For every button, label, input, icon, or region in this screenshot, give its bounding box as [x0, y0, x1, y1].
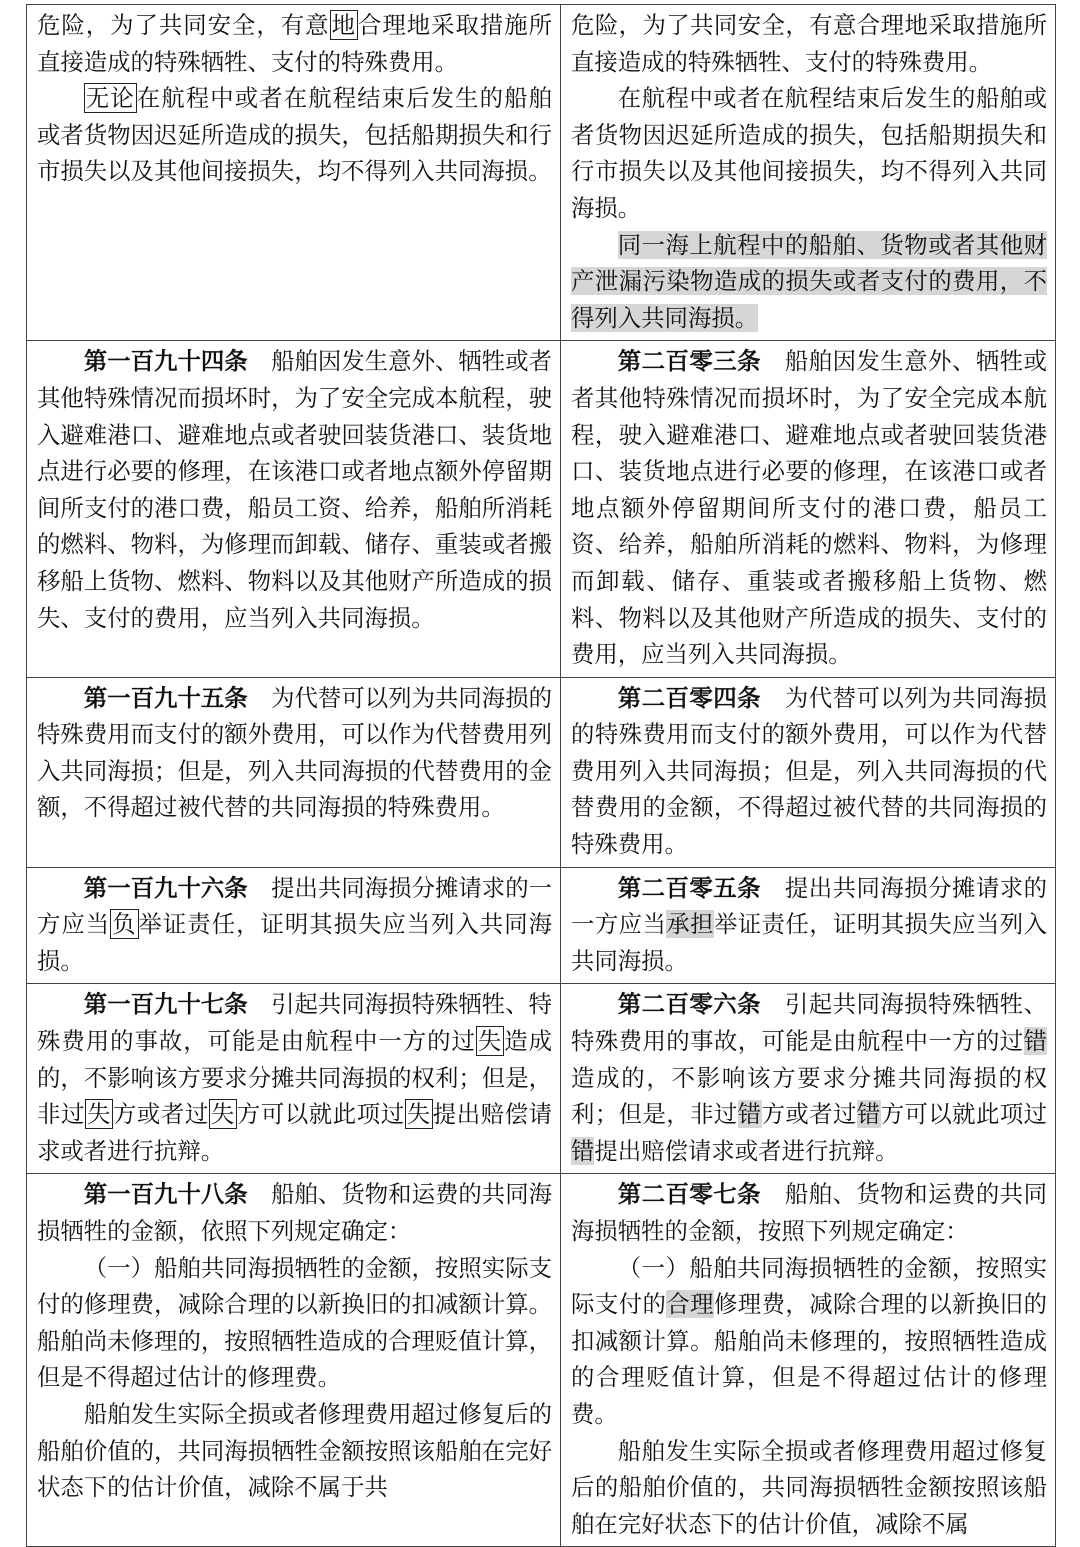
- paragraph: [571, 1250, 1047, 1433]
- text-run: 船舶因发生意外、牺牲或者其他特殊情况而损坏时，为了安全完成本航程，驶入避难港口、避难地点或者驶回装货港口、装货地点进行必要的修理，在该港口或者地点额外停留期间所支付的港口费，船员工资、给养，船舶所消耗的燃料、物料，为修理而卸载、储存、重装或者搬移船上货物、燃料、物料以及其他财产所造成的损失、支付的费用，应当列入共同海损。: [37, 347, 553, 632]
- article-number: 第二百零六条: [617, 990, 762, 1019]
- text-run: 在航程中或者在航程结束后发生的船舶或者货物因迟延所造成的损失，包括船期损失和行市损失以及其他间接损失，均不得列入共同海损。: [571, 84, 1047, 222]
- text-run: 危险，为了共同安全，有意: [37, 11, 330, 39]
- paragraph: [571, 1433, 1047, 1543]
- text-run: 船舶因发生意外、牺牲或者其他特殊情况而损坏时，为了安全完成本航程，驶入避难港口、避难地点或者驶回装货港口、装货地点进行必要的修理，在该港口或者地点额外停留期间所支付的港口费，船员工资、给养，船舶所消耗的燃料、物料，为修理而卸载、储存、重装或者搬移船上货物、燃料、物料以及其他财产所造成的损失、支付的费用，应当列入共同海损。: [571, 347, 1048, 669]
- paragraph: [571, 343, 1047, 672]
- table-row: [27, 5, 1056, 341]
- paragraph: [37, 1176, 552, 1249]
- text-run: 方可以就此项过: [880, 1100, 1048, 1129]
- paragraph: [571, 7, 1047, 80]
- boxed-removed-text: 失: [210, 1100, 235, 1129]
- table-row: [27, 867, 1056, 984]
- paragraph: [37, 1250, 552, 1396]
- text-run: 举证责任，证明其损失应当列入共同海损。: [37, 910, 553, 975]
- paragraph: [37, 343, 552, 636]
- text-run: 引起共同海损特殊牺牲、特殊费用的事故，可能是由航程中一方的过: [571, 990, 1048, 1056]
- paragraph: [37, 1396, 552, 1506]
- article-number: 第一百九十六条: [83, 873, 248, 902]
- old-law-cell: [27, 984, 561, 1174]
- paragraph: [571, 80, 1047, 226]
- text-run: 举证责任，证明其损失应当列入共同海损。: [571, 910, 1048, 975]
- text-run: 造成的，不影响该方要求分摊共同海损的权利；但是，非过: [571, 1063, 1047, 1129]
- text-run: 提出赔偿请求或者进行抗辩。: [594, 1136, 899, 1165]
- new-law-cell: [561, 1174, 1056, 1547]
- text-run: 在航程中或者在航程结束后发生的船舶或者货物因迟延所造成的损失，包括船期损失和行市损失以及其他间接损失，均不得列入共同海损。: [37, 84, 553, 186]
- text-run: 提出共同海损分摊请求的一方应当: [571, 873, 1048, 939]
- old-law-cell: [27, 867, 561, 984]
- boxed-removed-text: 失: [477, 1027, 503, 1056]
- text-run: 提出共同海损分摊请求的一方应当: [37, 873, 553, 939]
- text-run: 方或者过: [112, 1100, 209, 1129]
- table-row: [27, 1174, 1056, 1547]
- boxed-removed-text: 无论: [85, 84, 135, 113]
- text-run: 船舶发生实际全损或者修理费用超过修复后的船舶价值的，共同海损牺牲金额按照该船舶在完好状态下的估计价值，减除不属: [571, 1436, 1047, 1538]
- article-number: 第一百九十七条: [83, 990, 248, 1019]
- paragraph: [571, 680, 1047, 863]
- text-run: 船舶发生实际全损或者修理费用超过修复后的船舶价值的，共同海损牺牲金额按照该船舶在完好状态下的估计价值，减除不属于共: [37, 1399, 552, 1502]
- text-run: 方或者过: [761, 1100, 857, 1129]
- article-number: 第二百零七条: [617, 1180, 762, 1209]
- text-run: 合理地采取措施所直接造成的特殊牺牲、支付的特殊费用。: [37, 11, 553, 76]
- new-law-cell: [561, 341, 1056, 677]
- highlighted-amended-text: 承担: [666, 910, 714, 939]
- text-run: 为代替可以列为共同海损的特殊费用而支付的额外费用，可以作为代替费用列入共同海损；但是，列入共同海损的代替费用的金额，不得超过被代替的共同海损的特殊费用。: [571, 683, 1048, 859]
- text-run: 提出赔偿请求或者进行抗辩。: [37, 1100, 553, 1165]
- old-law-cell: [27, 1174, 561, 1547]
- new-law-cell: [561, 984, 1056, 1174]
- paragraph: [37, 986, 552, 1169]
- paragraph: [571, 1176, 1047, 1249]
- paragraph: [37, 870, 552, 980]
- paragraph: [571, 227, 1047, 337]
- paragraph: [37, 7, 552, 80]
- article-number: 第二百零四条: [617, 683, 762, 712]
- highlighted-amended-text: 错: [856, 1100, 881, 1129]
- table-row: [27, 341, 1056, 677]
- highlighted-amended-text: 同一海上航程中的船舶、货物或者其他财产泄漏污染物造成的损失或者支付的费用，不得列入共同海损。: [571, 230, 1047, 332]
- article-number: 第二百零三条: [617, 347, 762, 376]
- highlighted-amended-text: 错: [737, 1100, 762, 1129]
- boxed-removed-text: 地: [331, 11, 356, 39]
- text-run: 船舶、货物和运费的共同海损牺牲的金额，按照下列规定确定：: [571, 1180, 1048, 1245]
- old-law-cell: [27, 677, 561, 867]
- text-run: 方可以就此项过: [236, 1100, 405, 1129]
- paragraph: [571, 870, 1047, 980]
- paragraph: [37, 680, 552, 826]
- article-number: 第二百零五条: [617, 873, 762, 902]
- boxed-removed-text: 失: [406, 1100, 431, 1129]
- new-law-cell: [561, 677, 1056, 867]
- text-run: （一）船舶共同海损牺牲的金额，按照实际支付的修理费，减除合理的以新换旧的扣减额计算。船舶尚未修理的，按照牺牲造成的合理贬值计算，但是不得超过估计的修理费。: [37, 1253, 552, 1392]
- text-run: 为代替可以列为共同海损的特殊费用而支付的额外费用，可以作为代替费用列入共同海损；但是，列入共同海损的代替费用的金额，不得超过被代替的共同海损的特殊费用。: [37, 683, 553, 822]
- old-law-cell: [27, 5, 561, 341]
- new-law-cell: [561, 5, 1056, 341]
- highlighted-amended-text: 错: [1023, 1027, 1047, 1056]
- text-run: （一）船舶共同海损牺牲的金额，按照实际支付的: [571, 1253, 1047, 1319]
- paragraph: [37, 80, 552, 190]
- boxed-removed-text: 失: [86, 1100, 111, 1129]
- article-number: 第一百九十五条: [83, 683, 248, 712]
- highlighted-amended-text: 错: [571, 1136, 595, 1165]
- new-law-cell: [561, 867, 1056, 984]
- article-number: 第一百九十八条: [83, 1180, 248, 1209]
- text-run: 修理费，减除合理的以新换旧的扣减额计算。船舶尚未修理的，按照牺牲造成的合理贬值计算，但是不得超过估计的修理费。: [571, 1290, 1048, 1428]
- boxed-removed-text: 负: [112, 910, 137, 939]
- text-run: 引起共同海损特殊牺牲、特殊费用的事故，可能是由航程中一方的过: [37, 990, 553, 1056]
- table-row: [27, 677, 1056, 867]
- text-run: 造成的，不影响该方要求分摊共同海损的权利；但是，非过: [37, 1027, 553, 1129]
- old-law-cell: [27, 341, 561, 677]
- article-number: 第一百九十四条: [83, 347, 248, 376]
- law-comparison-table: [26, 4, 1056, 1547]
- table-row: [27, 984, 1056, 1174]
- paragraph: [571, 986, 1047, 1169]
- table-body: [27, 5, 1056, 1547]
- highlighted-amended-text: 合理: [666, 1290, 714, 1319]
- text-run: 危险，为了共同安全，有意合理地采取措施所直接造成的特殊牺牲、支付的特殊费用。: [571, 11, 1047, 76]
- text-run: 船舶、货物和运费的共同海损牺牲的金额，依照下列规定确定：: [37, 1180, 553, 1245]
